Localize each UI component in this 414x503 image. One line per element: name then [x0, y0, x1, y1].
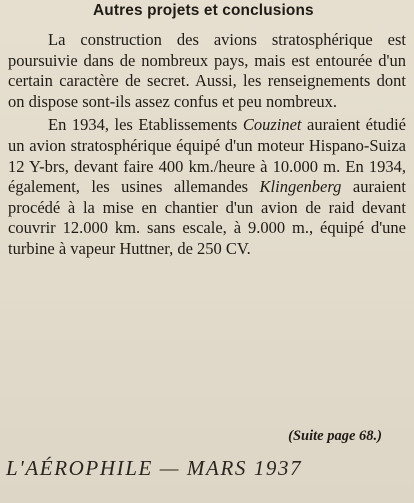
paragraph-text: auraient étudié un avion stratosphérique équipé d'un moteur Hispano-Suiza 12 Y-brs, devant faire 400 km./heure à 10.000 m. En 1934, également, les usines allemandes [8, 115, 406, 197]
paragraph-text: En 1934, les Etablissements [48, 115, 243, 135]
paragraph-projects [8, 115, 406, 259]
paragraph-intro: La construction des avions stratosphérique est poursuivie dans de nombreux pays, mais est entourée d'un certain caractère de secret. Aussi, les renseignements dont on dispose sont-ils assez confus et peu nombreux. [8, 30, 406, 111]
page-footer [6, 456, 356, 481]
section-heading: Autres projets et conclusions [93, 2, 314, 19]
company-name-couzinet: Couzinet [242, 115, 302, 135]
footer-separator: — [159, 456, 181, 480]
continuation-note [288, 428, 382, 445]
continuation-page: 68.) [359, 428, 382, 444]
company-name-klingenberg: Klingenberg [259, 177, 342, 197]
issue-date: MARS 1937 [186, 456, 303, 480]
publication-name: L'AÉROPHILE [6, 456, 153, 480]
continuation-label: (Suite page [288, 428, 356, 444]
paragraph-text: auraient procédé à la mise en chantier d'un avion de raid devant couvrir 12.000 km. sans escale, à 9.000 m., équipé d'une turbine à vapeur Huttner, de 250 CV. [8, 177, 407, 258]
article-body [8, 30, 406, 263]
